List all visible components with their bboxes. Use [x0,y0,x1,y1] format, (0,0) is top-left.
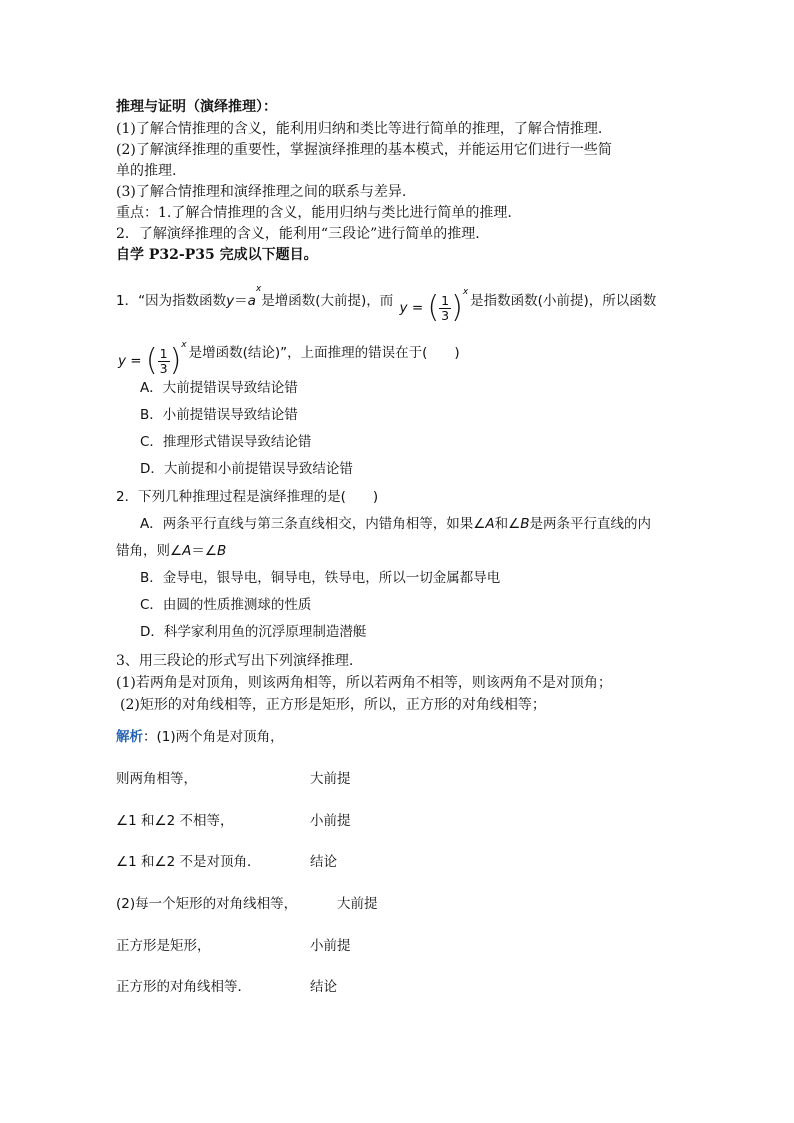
q2-option-a: A．两条平行直线与第三条直线相交，内错角相等，如果∠A和∠B是两条平行直线的内 [140,516,651,532]
self-study-title: 自学 P32-P35 完成以下题目。 [116,247,318,263]
section-heading: 推理与证明（演绎推理）： [116,99,277,115]
q3-item-1: (1)若两角是对顶角，则该两角相等，所以若两角不相等，则该两角不是对顶角； [116,675,612,691]
q1-var-y: y [226,293,235,309]
q2-option-b: B．金导电，银导电，铜导电，铁导电，所以一切金属都导电 [140,570,501,586]
analysis-row: ∠1 和∠2 不是对顶角． [116,854,261,870]
q1-text-c: 是指数函数(小前提)，所以函数 [470,293,657,309]
q1-fraction-1: y = ( $\frac{1}{3}$ )$^x$ [399,287,469,325]
q1-text-b: 是增函数(大前提)，而 [261,293,394,309]
analysis-tag: 大前提 [310,771,351,787]
q1-text-a: 1．“因为指数函数 [116,293,227,309]
objective-3: (3)了解合情推理和演绎推理之间的联系与差异. [116,184,407,200]
analysis-label: 解析 [116,729,143,745]
q2-option-a-cont: 错角，则∠A＝∠B [116,543,227,559]
q1-stem-line2 [116,330,460,376]
q1-var-a: a [247,293,256,309]
q1-exp-x: x [255,284,262,294]
objective-2-cont: 单的推理. [116,163,177,179]
q1-stem-line1 [116,276,656,323]
objective-1: (1)了解合情推理的含义，能利用归纳和类比等进行简单的推理，了解合情推理. [116,121,603,137]
objective-2: (2)了解演绎推理的重要性，掌握演绎推理的基本模式，并能运用它们进行一些简 [116,142,612,158]
analysis-tag: 小前提 [310,813,351,829]
q3-stem: 3、用三段论的形式写出下列演绎推理. [116,653,354,669]
analysis-row: (2)每一个矩形的对角线相等， [116,896,298,912]
q1-option-c: C．推理形式错误导致结论错 [140,434,312,450]
analysis-row: 则两角相等， [116,771,197,787]
q3-item-2: (2)矩形的对角线相等，正方形是矩形，所以，正方形的对角线相等； [120,697,546,713]
analysis-tag: 结论 [310,854,337,870]
analysis-tag: 结论 [310,979,337,995]
q1-option-a: A．大前提错误导致结论错 [140,380,298,396]
key-point-2: 2．了解演绎推理的含义，能利用“三段论”进行简单的推理. [116,226,480,242]
analysis-tag: 小前提 [310,938,351,954]
analysis-row: ∠1 和∠2 不相等， [116,813,234,829]
q1-eq: ＝ [234,293,248,309]
analysis-row: 正方形的对角线相等． [116,979,251,995]
q1-fraction-2: y = ( $\frac{1}{3}$ )$^x$ [118,340,187,378]
key-point-1: 重点：1.了解合情推理的含义，能用归纳与类比进行简单的推理. [116,205,512,221]
analysis-head: 解析：(1)两个角是对顶角， [116,729,284,745]
q2-option-d: D．科学家利用鱼的沉浮原理制造潜艇 [140,624,367,640]
analysis-row: 正方形是矩形， [116,938,211,954]
q1-text-d: 是增函数(结论)”，上面推理的错误在于( ) [188,345,460,361]
q1-option-d: D．大前提和小前提错误导致结论错 [140,461,353,477]
q1-option-b: B．小前提错误导致结论错 [140,407,298,423]
q2-option-c: C．由圆的性质推测球的性质 [140,597,312,613]
q2-stem: 2．下列几种推理过程是演绎推理的是( ) [116,489,379,505]
analysis-tag: 大前提 [337,896,378,912]
